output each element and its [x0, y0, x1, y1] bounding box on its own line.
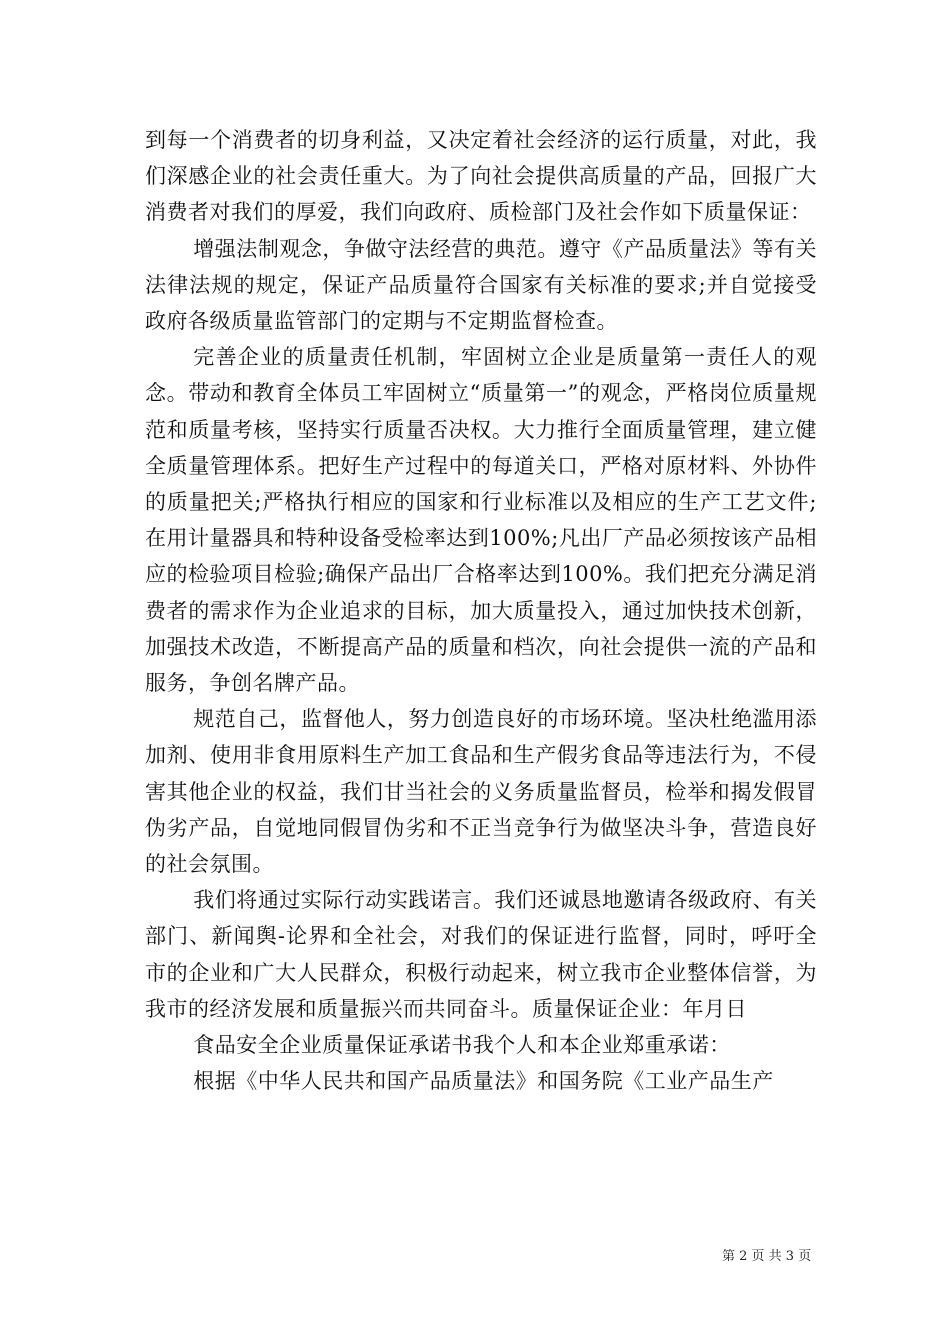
paragraph-continuation: 到每一个消费者的切身利益，又决定着社会经济的运行质量，对此，我们深感企业的社会责任重大。为了向社会提供高质量的产品，回报广大消费者对我们的厚爱，我们向政府、质检部门及社会作如下质量保证： [145, 128, 817, 225]
document-body [145, 122, 817, 1099]
paragraph-pledge-title: 食品安全企业质量保证承诺书我个人和本企业郑重承诺： [193, 1033, 731, 1058]
paragraph-quality-responsibility: 完善企业的质量责任机制，牢固树立企业是质量第一责任人的观念。带动和教育全体员工牢固树立“质量第一”的观念，严格岗位质量规范和质量考核，坚持实行质量否决权。大力推行全面质量管理，建立健全质量管理体系。把好生产过程中的每道关口，严格对原材料、外协件的质量把关;严格执行相应的国家和行业标准以及相应的生产工艺文件;在用计量器具和特种设备受检率达到100%;凡出厂产品必须按该产品相应的检验项目检验;确保产品出厂合格率达到100%。我们把充分满足消费者的需求作为企业追求的目标，加大质量投入，通过加快技术创新，加强技术改造，不断提高产品的质量和档次，向社会提供一流的产品和服务，争创名牌产品。 [145, 345, 817, 696]
paragraph-legal-compliance: 增强法制观念，争做守法经营的典范。遵守《产品质量法》等有关法律法规的规定，保证产品质量符合国家有关标准的要求;并自觉接受政府各级质量监管部门的定期与不定期监督检查。 [145, 236, 817, 334]
paragraph-legal-basis: 根据《中华人民共和国产品质量法》和国务院《工业产品生产 [193, 1069, 774, 1094]
paragraph-market-environment: 规范自己，监督他人，努力创造良好的市场环境。坚决杜绝滥用添加剂、使用非食用原料生产加工食品和生产假劣食品等违法行为，不侵害其他企业的权益，我们甘当社会的义务质量监督员，检举和揭发假冒伪劣产品，自觉地同假冒伪劣和不正当竞争行为做坚决斗争，营造良好的社会氛围。 [145, 707, 817, 877]
paragraph-commitment-closing: 我们将通过实际行动实践诺言。我们还诚恳地邀请各级政府、有关部门、新闻舆-论界和全社会，对我们的保证进行监督，同时，呼吁全市的企业和广大人民群众，积极行动起来，树立我市企业整体信誉，为我市的经济发展和质量振兴而共同奋斗。质量保证企业：年月日 [145, 888, 817, 1021]
page-number: 第 2 页 共 3 页 [722, 1249, 812, 1264]
